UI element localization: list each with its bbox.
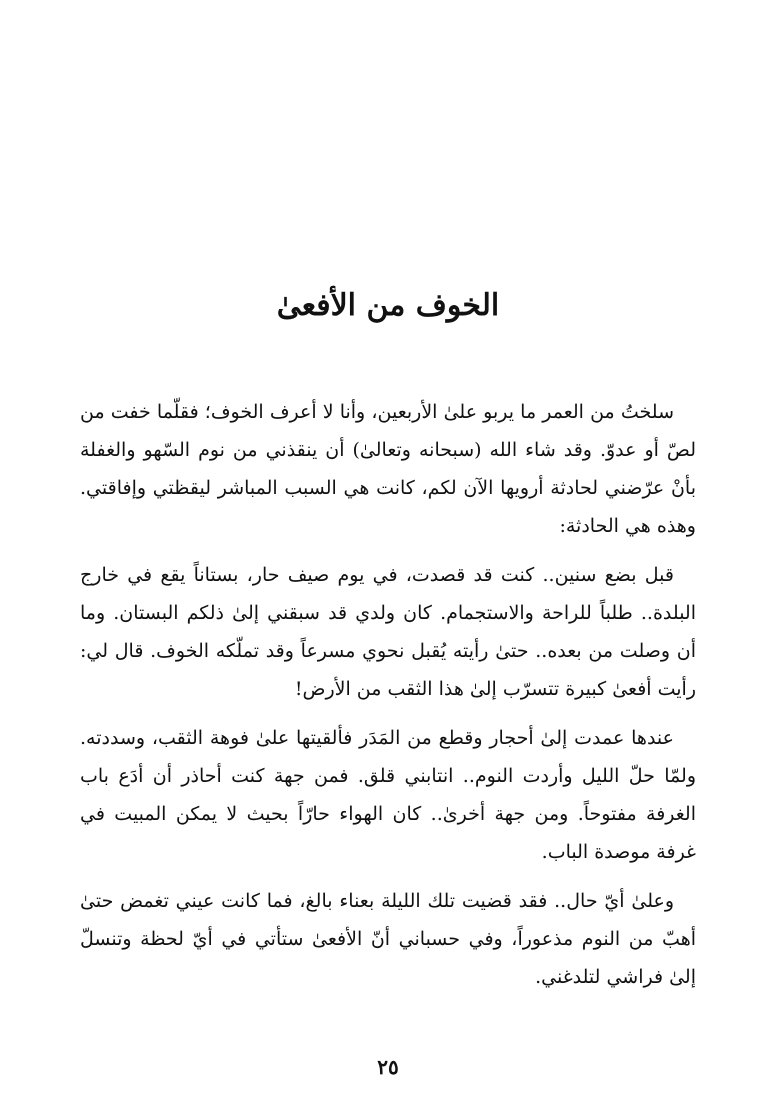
chapter-title: الخوف من الأفعىٰ xyxy=(276,288,500,323)
chapter-body xyxy=(80,393,696,1007)
paragraph-2: قبل بضع سنين.. كنت قد قصدت، في يوم صيف حار، بستاناً يقع في خارج البلدة.. طلباً للراحة والاستجمام. كان ولدي قد سبقني إلىٰ ذلكم البستان. وما أن وصلت من بعده.. حتىٰ رأيته يُقبل نحوي مسرعاً وقد تملّكه الخوف. قال لي: رأيت أفعىٰ كبيرة تتسرّب إلىٰ هذا الثقب من الأرض! xyxy=(80,564,696,700)
paragraph-4: وعلىٰ أيّ حال.. فقد قضيت تلك الليلة بعناء بالغ، فما كانت عيني تغمض حتىٰ أهبّ من النوم مذعوراً، وفي حسباني أنّ الأفعىٰ ستأتي في أيّ لحظة وتنسلّ إلىٰ فراشي لتلدغني. xyxy=(80,890,696,988)
paragraph-1: سلختُ من العمر ما يربو علىٰ الأربعين، وأنا لا أعرف الخوف؛ فقلّما خفت من لصّ أو عدوّ. وقد شاء الله (سبحانه وتعالىٰ) أن ينقذني من نوم السّهو والغفلة بأنْ عرّضني لحادثة أرويها الآن لكم، كانت هي السبب المباشر ليقظتي وإفاقتي. وهذه هي الحادثة: xyxy=(80,401,696,537)
page-number: ٢٥ xyxy=(377,1055,399,1079)
paragraph-3: عندها عمدت إلىٰ أحجار وقطع من المَدَر فألقيتها علىٰ فوهة الثقب، وسددته. ولمّا حلّ الليل وأردت النوم.. انتابني قلق. فمن جهة كنت أحاذر أن أدَع باب الغرفة مفتوحاً. ومن جهة أخرىٰ.. كان الهواء حارّاً بحيث لا يمكن المبيت في غرفة موصدة الباب. xyxy=(80,727,696,863)
